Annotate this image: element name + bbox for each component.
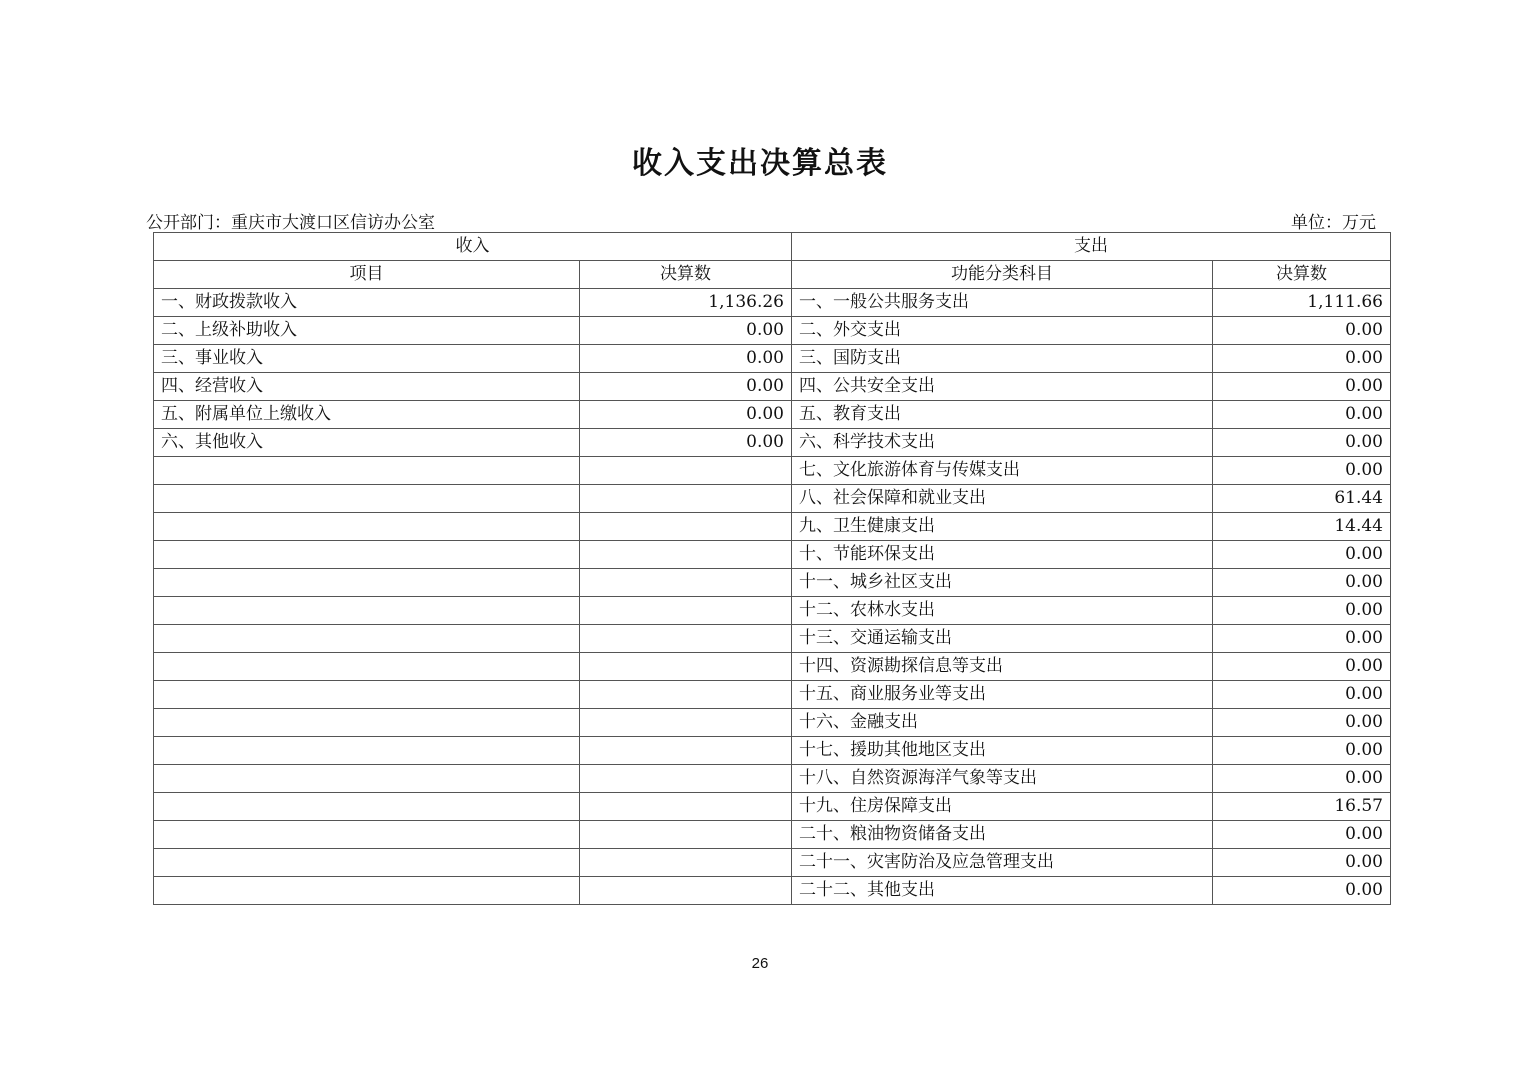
expense-item-cell: 十一、城乡社区支出 [792, 569, 1213, 597]
income-amount-cell [580, 849, 792, 877]
expense-amount-header: 决算数 [1213, 261, 1391, 289]
income-item-cell [154, 597, 580, 625]
expense-item-cell: 十二、农林水支出 [792, 597, 1213, 625]
income-item-cell: 六、其他收入 [154, 429, 580, 457]
income-amount-cell [580, 597, 792, 625]
income-item-cell [154, 793, 580, 821]
table-row [154, 821, 1391, 849]
income-amount-cell: 0.00 [580, 317, 792, 345]
group-header-row [154, 233, 1391, 261]
income-item-cell: 二、上级补助收入 [154, 317, 580, 345]
table-row [154, 765, 1391, 793]
income-amount-cell: 0.00 [580, 429, 792, 457]
income-amount-cell [580, 821, 792, 849]
income-item-cell [154, 765, 580, 793]
column-header-row [154, 261, 1391, 289]
page-number: 26 [751, 955, 769, 972]
expense-amount-cell: 0.00 [1213, 457, 1391, 485]
table-row [154, 793, 1391, 821]
budget-table [153, 232, 1391, 905]
table-row [154, 429, 1391, 457]
income-amount-cell [580, 625, 792, 653]
expense-item-cell: 八、社会保障和就业支出 [792, 485, 1213, 513]
expense-item-cell: 二十、粮油物资储备支出 [792, 821, 1213, 849]
table-row [154, 541, 1391, 569]
expense-amount-cell: 1,111.66 [1213, 289, 1391, 317]
income-amount-cell [580, 681, 792, 709]
expense-amount-cell: 61.44 [1213, 485, 1391, 513]
table-row [154, 709, 1391, 737]
income-amount-cell [580, 793, 792, 821]
expense-amount-cell: 0.00 [1213, 401, 1391, 429]
income-amount-cell [580, 877, 792, 905]
table-row [154, 513, 1391, 541]
expense-item-cell: 十三、交通运输支出 [792, 625, 1213, 653]
table-body [154, 233, 1391, 905]
expense-item-cell: 十九、住房保障支出 [792, 793, 1213, 821]
expense-amount-cell: 0.00 [1213, 681, 1391, 709]
income-amount-header: 决算数 [580, 261, 792, 289]
table-row [154, 625, 1391, 653]
expense-item-cell: 六、科学技术支出 [792, 429, 1213, 457]
expense-item-cell: 二十二、其他支出 [792, 877, 1213, 905]
expense-group-header: 支出 [792, 233, 1391, 261]
income-item-cell: 一、财政拨款收入 [154, 289, 580, 317]
table-row [154, 457, 1391, 485]
expense-item-cell: 十五、商业服务业等支出 [792, 681, 1213, 709]
income-item-cell [154, 821, 580, 849]
expense-item-cell: 一、一般公共服务支出 [792, 289, 1213, 317]
expense-amount-cell: 0.00 [1213, 625, 1391, 653]
expense-amount-cell: 0.00 [1213, 541, 1391, 569]
unit-label: 单位：万元 [1291, 213, 1376, 233]
expense-amount-cell: 14.44 [1213, 513, 1391, 541]
income-item-header: 项目 [154, 261, 580, 289]
table-row [154, 681, 1391, 709]
expense-item-cell: 九、卫生健康支出 [792, 513, 1213, 541]
table-row [154, 345, 1391, 373]
expense-item-cell: 三、国防支出 [792, 345, 1213, 373]
income-item-cell [154, 709, 580, 737]
expense-item-cell: 二、外交支出 [792, 317, 1213, 345]
expense-item-cell: 十六、金融支出 [792, 709, 1213, 737]
expense-amount-cell: 0.00 [1213, 877, 1391, 905]
income-amount-cell: 0.00 [580, 401, 792, 429]
expense-item-cell: 二十一、灾害防治及应急管理支出 [792, 849, 1213, 877]
income-amount-cell [580, 765, 792, 793]
expense-amount-cell: 0.00 [1213, 849, 1391, 877]
table-row [154, 597, 1391, 625]
income-amount-cell [580, 653, 792, 681]
expense-amount-cell: 0.00 [1213, 597, 1391, 625]
expense-amount-cell: 16.57 [1213, 793, 1391, 821]
expense-item-cell: 十四、资源勘探信息等支出 [792, 653, 1213, 681]
income-item-cell [154, 653, 580, 681]
expense-amount-cell: 0.00 [1213, 373, 1391, 401]
income-amount-cell: 0.00 [580, 373, 792, 401]
income-amount-cell [580, 709, 792, 737]
table-row [154, 401, 1391, 429]
expense-amount-cell: 0.00 [1213, 345, 1391, 373]
expense-item-cell: 五、教育支出 [792, 401, 1213, 429]
table-row [154, 289, 1391, 317]
expense-item-header: 功能分类科目 [792, 261, 1213, 289]
page-title: 收入支出决算总表 [632, 146, 888, 181]
income-amount-cell [580, 541, 792, 569]
table-row [154, 849, 1391, 877]
expense-amount-cell: 0.00 [1213, 429, 1391, 457]
expense-item-cell: 十八、自然资源海洋气象等支出 [792, 765, 1213, 793]
income-item-cell [154, 877, 580, 905]
expense-item-cell: 十、节能环保支出 [792, 541, 1213, 569]
income-item-cell [154, 737, 580, 765]
income-item-cell: 四、经营收入 [154, 373, 580, 401]
expense-amount-cell: 0.00 [1213, 317, 1391, 345]
income-amount-cell [580, 485, 792, 513]
income-amount-cell [580, 737, 792, 765]
expense-amount-cell: 0.00 [1213, 653, 1391, 681]
table-row [154, 373, 1391, 401]
expense-item-cell: 七、文化旅游体育与传媒支出 [792, 457, 1213, 485]
expense-item-cell: 十七、援助其他地区支出 [792, 737, 1213, 765]
table-row [154, 569, 1391, 597]
expense-amount-cell: 0.00 [1213, 765, 1391, 793]
income-item-cell [154, 457, 580, 485]
income-amount-cell [580, 513, 792, 541]
income-item-cell [154, 485, 580, 513]
income-item-cell [154, 541, 580, 569]
expense-amount-cell: 0.00 [1213, 737, 1391, 765]
table-row [154, 485, 1391, 513]
income-amount-cell: 1,136.26 [580, 289, 792, 317]
income-item-cell [154, 513, 580, 541]
income-item-cell: 三、事业收入 [154, 345, 580, 373]
table-row [154, 877, 1391, 905]
income-item-cell [154, 849, 580, 877]
expense-amount-cell: 0.00 [1213, 569, 1391, 597]
income-amount-cell [580, 457, 792, 485]
expense-item-cell: 四、公共安全支出 [792, 373, 1213, 401]
table-row [154, 317, 1391, 345]
income-amount-cell [580, 569, 792, 597]
income-item-cell [154, 625, 580, 653]
income-amount-cell: 0.00 [580, 345, 792, 373]
table-row [154, 653, 1391, 681]
expense-amount-cell: 0.00 [1213, 821, 1391, 849]
department-label: 公开部门：重庆市大渡口区信访办公室 [146, 213, 435, 233]
expense-amount-cell: 0.00 [1213, 709, 1391, 737]
income-item-cell: 五、附属单位上缴收入 [154, 401, 580, 429]
income-item-cell [154, 569, 580, 597]
income-item-cell [154, 681, 580, 709]
table-row [154, 737, 1391, 765]
income-group-header: 收入 [154, 233, 792, 261]
